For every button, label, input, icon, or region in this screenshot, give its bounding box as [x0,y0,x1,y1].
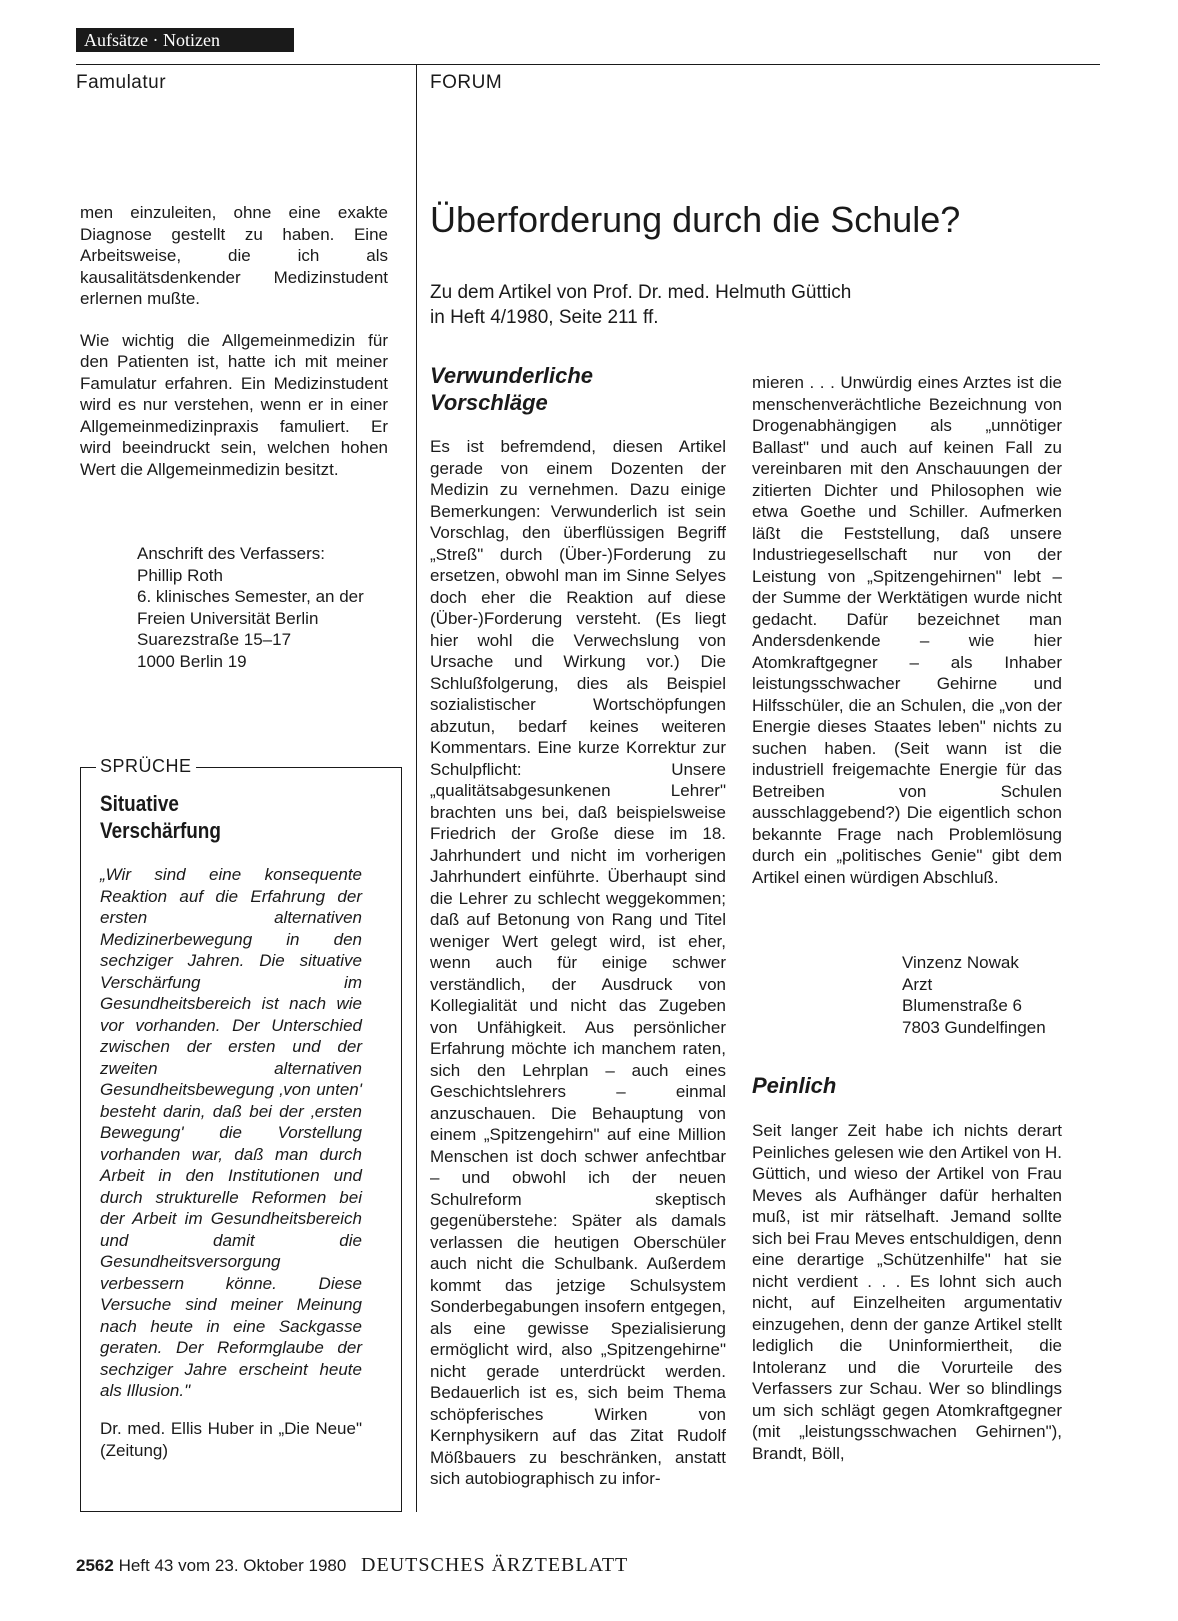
column-label-famulatur: Famulatur [76,72,167,93]
address-line: 6. klinisches Semester, an der [137,587,364,606]
letter1-heading [430,362,730,416]
letter1-column1: Es ist befremdend, diesen Artikel gerade von einem Dozenten der Medizin zu vernehmen. Dazu einige Bemerkungen: Verwunderlich ist sein Vorschlag, den überflüssigen Begriff „Streß" durch (Über-)Forderung zu ersetzen, obwohl man im Sinne Selyes doch eher die Reaktion auf diese (Über-)Forderung versteht. (Es liegt hier wohl die Verwechslung von Ursache und Wirkung vor.) Die Schlußfolgerung, dies als Beispiel sozialistischer Wortschöpfungen abzutun, bedarf keines weiteren Kommentars. Eine kurze Korrektur zur Schulpflicht: Unsere „qualitätsabgesunkenen Lehrer" brachten uns bei, daß beispielsweise Friedrich der Große diese im 18. Jahrhundert und nicht im vorherigen Jahrhundert einführte. Überhaupt sind die Lehrer zu schlecht weggekommen; daß auf Betonung von Rang und Titel weniger Wert gelegt wird, ist eher, wenn auch für einige schwer verständlich, der Ausdruck von Kollegialität und nicht das Zugeben von Unfähigkeit. Aus persönlicher Erfahrung möchte ich manchem raten, sich den Lehrplan – auch eines Geschichtslehrers – einmal anzuschauen. Die Behauptung von einem „Spitzengehirn" auf eine Million Menschen ist doch schwer anfechtbar – und obwohl ich der neuen Schulreform skeptisch gegenüberstehe: Später als damals verlassen die heutigen Oberschüler auch nicht die Schulbank. Außerdem kommt das jetzige Schulsystem Sonderbegabungen insofern entgegen, als eine gewisse Spezialisierung ermöglicht wird, also „Spitzengehirne" nicht gerade unterdrückt werden. Bedauerlich ist es, sich beim Thema schöpferisches Wirken von Kernphysikern auf das Zitat Rudolf Mößbauers zu beschränken, anstatt sich autobiographisch zu infor- [430,437,726,1488]
letter1-column2: mieren . . . Unwürdig eines Arztes ist die menschenverächtliche Bezeichnung von Drogenabhängigen als „unnötiger Ballast" und auch auf keinen Fall zu vereinbaren mit den Anschauungen der zitierten Dichter und Philosophen wie etwa Goethe und Schiller. Aufmerken läßt die Feststellung, daß unsere Industriegesellschaft nur von der Leistung von „Spitzengehirnen" lebt – der Summe der Werktätigen wurde nicht gedacht. Dafür bezeichnet man Andersdenkende – wie hier Atomkraftgegner – als Inhaber leistungsschwacher Gehirne und Hilfsschüler, die an Schulen, die „von der Energie dieses Staates leben" nichts zu suchen haben. (Seit wann ist die industriell freigemachte Energie für das Betreiben von Schulen ausschlaggebend?) Die eigentlich schon bekannte Frage nach Problemlösung durch ein „politisches Genie" gibt dem Artikel einen würdigen Abschluß. [752,373,1062,887]
heading-line: Verwunderliche [430,363,594,388]
issue-info: Heft 43 vom 23. Oktober 1980 [118,1556,347,1575]
sprueche-source: Dr. med. Ellis Huber in „Die Neue" (Zeitung) [100,1419,362,1460]
sprueche-title-line: Situative [100,791,179,816]
address-line: 1000 Berlin 19 [137,651,247,671]
sprueche-label: SPRÜCHE [96,756,196,777]
signature-line: Arzt [902,974,933,994]
sprueche-quote: „Wir sind eine konsequente Reaktion auf die Erfahrung der ersten alternativen Medizinerbewegung in den sechziger Jahren. Die situative Verschärfung im Gesundheitsbereich ist nach wie vor vorhanden. Der Unterschied zwischen der ersten und der zweiten alternativen Gesundheitsbewegung ‚von unten' besteht darin, daß bei der ‚ersten Bewegung' die Vorstellung vorhanden war, daß man durch Arbeit in den Institutionen und durch strukturelle Reformen bei der Arbeit im Gesundheitsbereich und damit die Gesundheitsversorgung verbessern könne. Diese Versuche sind meiner Meinung nach heute in eine Sackgasse geraten. Der Reformglaube der sechziger Jahre erscheint heute als Illusion." [100,865,362,1400]
article-subtitle [430,280,851,330]
subtitle-line: Zu dem Artikel von Prof. Dr. med. Helmuth Güttich [430,282,852,303]
journal-name: DEUTSCHES ÄRZTEBLATT [361,1554,629,1576]
article-title: Überforderung durch die Schule? [430,199,961,240]
column-divider [416,64,417,1512]
letter2-heading: Peinlich [752,1073,837,1098]
column-label-forum: FORUM [430,72,503,93]
subtitle-line: in Heft 4/1980, Seite 211 ff. [430,307,659,328]
address-line: Freien Universität Berlin [137,608,319,628]
author-address [137,543,397,672]
top-rule [76,64,1100,65]
page-footer [76,1554,628,1577]
page-number: 2562 [76,1556,114,1575]
signature-line: 7803 Gundelfingen [902,1017,1046,1037]
section-tag: Aufsätze · Notizen [76,28,294,52]
sprueche-title [100,790,390,844]
famulatur-text [80,202,388,480]
letter2-text: Seit langer Zeit habe ich nichts derart Peinliches gelesen wie den Artikel von H. Güttich, und wieso der Artikel von Frau Meves als Aufhänger dafür herhalten muß, ist mir rätselhaft. Jemand sollte sich bei Frau Meves entschuldigen, denn eine derartige „Schützenhilfe" hat sie nicht verdient . . . Es lohnt sich auch nicht, auf Einzelheiten argumentativ einzugehen, denn der ganze Artikel stellt lediglich die Uninformiertheit, die Intoleranz und die Vorurteile des Verfassers zur Schau. Wer so blindlings um sich schlägt gegen Atomkraftgegner (mit „leistungsschwachen Gehirnen"), Brandt, Böll, [752,1121,1062,1463]
address-line: Suarezstraße 15–17 [137,630,292,649]
letter1-signature [902,952,1082,1038]
sprueche-title-line: Verschärfung [100,818,221,843]
paragraph: men einzuleiten, ohne eine exakte Diagnose gestellt zu haben. Eine Arbeitsweise, die ich als kausalitätsdenkender Medizinstudent erlernen mußte. [80,203,388,308]
heading-line: Vorschläge [430,390,548,415]
address-line: Anschrift des Verfassers: [137,544,326,563]
signature-line: Blumenstraße 6 [902,996,1022,1015]
signature-line: Vinzenz Nowak [902,953,1019,972]
address-line: Phillip Roth [137,565,223,585]
paragraph: Wie wichtig die Allgemeinmedizin für den Patienten ist, hatte ich mit meiner Famulatur erfahren. Ein Medizinstudent wird es nur verstehen, wenn er in einer Allgemeinmedizinpraxis famuliert. Er wird beeindruckt sein, welchen hohen Wert die Allgemeinmedizin besitzt. [80,330,388,479]
